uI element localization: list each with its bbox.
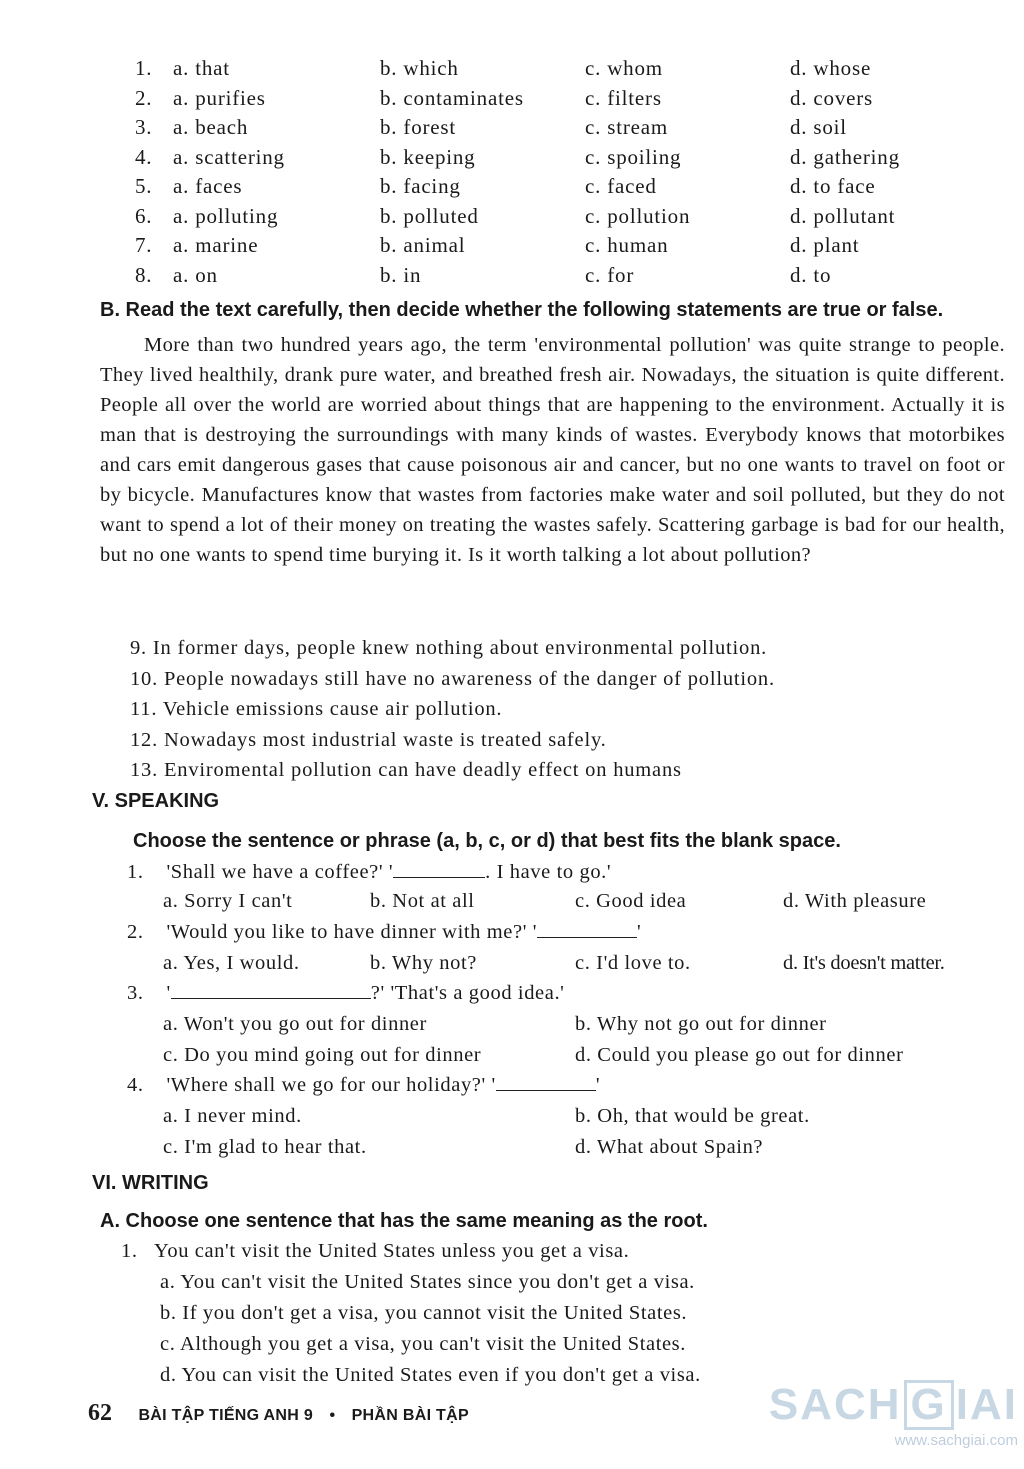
item-number: 2. [135,85,153,110]
option-b: b. forest [380,115,457,140]
passage-text: More than two hundred years ago, the term 'environmental pollution' was quite strange to people. They lived healthily, drank pure water, and breathed fresh air. Nowadays, the situation is quite different. People all over the world are worried about things that are happening to the environment. Actually it is man that is destroying the surroundings with many kinds of wastes. Everybody knows that motorbikes and cars emit dangerous gases that cause poisonous air and cancer, but no one wants to travel on foot or by bicycle. Manufactures know that wastes from factories make water and soil polluted, but they do not want to spend a lot of their money on treating the wastes safely. Scattering garbage is bad for our health, but no one wants to spend time burying it. Is it worth talking a lot about pollution? [100,334,1005,566]
option-a: a. Sorry I can't [163,890,293,912]
option-a: a. marine [173,233,259,258]
question-suffix: ?' 'That's a good idea.' [370,982,565,1004]
option-d: d. What about Spain? [575,1136,764,1158]
answer-blank [393,861,485,878]
option-c: c. stream [585,115,668,140]
book-title: BÀI TẬP TIẾNG ANH 9 [138,1407,314,1424]
option-d: d. plant [790,233,860,258]
question-prefix: ' [166,982,171,1004]
option-b: b. which [380,56,459,81]
multiple-choice-grid [135,54,1015,290]
answer-blank [537,921,637,938]
choice-row [135,84,1015,114]
option-a: a. that [173,56,230,81]
option-a: a. polluting [173,203,279,228]
writing-option-d: d. You can visit the United States even if you don't get a visa. [160,1364,701,1386]
item-number: 6. [135,203,153,228]
question-number: 2. [127,921,144,943]
option-c: c. I'd love to. [575,952,691,974]
item-number: 8. [135,262,153,287]
page-footer [88,1400,469,1427]
footer-bullet: • [329,1407,336,1424]
option-b: b. Oh, that would be great. [575,1105,810,1127]
option-c: c. pollution [585,203,691,228]
true-false-statements [130,633,1010,786]
watermark-url: www.sachgiai.com [894,1432,1018,1449]
statement: 10. People nowadays still have no awareness of the danger of pollution. [130,667,775,690]
writing-question-1 [121,1240,629,1263]
choice-row [135,202,1015,232]
writing-option-b: b. If you don't get a visa, you cannot visit the United States. [160,1302,688,1324]
choice-a-cell [135,174,380,199]
choice-row [135,172,1015,202]
question-suffix: ' [637,921,642,943]
option-c: c. whom [585,56,663,81]
option-b: b. contaminates [380,85,524,110]
choice-row [135,231,1015,261]
question-prefix: 'Shall we have a coffee?' ' [166,861,394,883]
answer-blank [496,1074,596,1091]
option-a: a. scattering [173,144,285,169]
choice-row [135,54,1015,84]
option-c: c. human [585,233,669,258]
option-d: d. to face [790,174,876,199]
option-d: d. covers [790,85,874,110]
option-b: b. animal [380,233,466,258]
choice-a-cell [135,56,380,81]
option-c: c. Do you mind going out for dinner [163,1044,482,1066]
option-b: b. in [380,262,422,287]
statement: 11. Vehicle emissions cause air pollution. [130,698,503,720]
option-c: c. faced [585,174,657,199]
item-number: 4. [135,144,153,169]
answer-blank [171,982,371,999]
option-c: c. spoiling [585,144,682,169]
option-a: a. on [173,262,218,287]
item-number: 1. [135,56,153,81]
option-d: d. With pleasure [783,890,927,912]
writing-heading: VI. WRITING [92,1172,209,1194]
speaking-question-4 [127,1074,600,1097]
option-c: c. filters [585,85,662,110]
page-number: 62 [88,1400,112,1426]
writing-option-c: c. Although you get a visa, you can't visit the United States. [160,1333,686,1355]
choice-a-cell [135,86,380,111]
writing-sub-heading: A. Choose one sentence that has the same meaning as the root. [100,1210,708,1232]
statement: 9. In former days, people knew nothing about environmental pollution. [130,637,768,659]
option-d: d. gathering [790,144,900,169]
option-b: b. Not at all [370,890,475,912]
question-suffix: . I have to go.' [485,861,612,883]
section-b-heading: B. Read the text carefully, then decide whether the following statements are true or false. [100,299,944,321]
question-number: 1. [121,1240,138,1262]
item-number: 3. [135,115,153,140]
statement: 13. Enviromental pollution can have deadly effect on humans [130,759,682,781]
option-c: c. I'm glad to hear that. [163,1136,367,1158]
item-number: 5. [135,174,153,199]
question-number: 1. [127,861,144,883]
watermark-logo: SACH G IAI [768,1380,1018,1429]
option-a: a. Yes, I would. [163,952,300,974]
option-d: d. It's doesn't matter. [783,952,945,974]
option-b: b. polluted [380,203,479,228]
question-number: 3. [127,982,144,1004]
option-b: b. facing [380,174,461,199]
option-d: d. soil [790,115,847,140]
question-stem: You can't visit the United States unless you get a visa. [154,1240,630,1262]
option-a: a. purifies [173,85,266,110]
option-a: a. Won't you go out for dinner [163,1013,427,1035]
option-a: a. I never mind. [163,1105,302,1127]
question-suffix: ' [595,1074,601,1096]
section-name: PHẦN BÀI TẬP [351,1407,469,1424]
choice-a-cell [135,263,380,288]
option-b: b. keeping [380,144,476,169]
option-c: c. for [585,262,635,287]
item-number: 7. [135,233,153,258]
choice-a-cell [135,115,380,140]
writing-option-a: a. You can't visit the United States since you don't get a visa. [160,1271,695,1293]
choice-row [135,143,1015,173]
option-c: c. Good idea [575,890,687,912]
reading-passage [100,330,1005,570]
choice-a-cell [135,145,380,170]
speaking-question-3 [127,982,564,1005]
speaking-question-1 [127,861,611,884]
question-prefix: 'Would you like to have dinner with me?' ' [166,921,538,943]
question-prefix: 'Where shall we go for our holiday?' ' [166,1074,496,1096]
watermark [769,1380,1018,1449]
question-number: 4. [127,1074,144,1096]
option-b: b. Why not go out for dinner [575,1013,827,1035]
choice-a-cell [135,204,380,229]
choice-a-cell [135,233,380,258]
speaking-instruction: Choose the sentence or phrase (a, b, c, or d) that best fits the blank space. [133,830,841,852]
option-a: a. beach [173,115,249,140]
choice-row [135,113,1015,143]
statement: 12. Nowadays most industrial waste is treated safely. [130,728,607,751]
option-d: d. pollutant [790,203,896,228]
option-b: b. Why not? [370,952,477,974]
choice-row [135,261,1015,291]
option-d: d. whose [790,56,872,81]
speaking-question-2 [127,921,641,944]
speaking-heading: V. SPEAKING [92,790,220,812]
option-d: d. Could you please go out for dinner [575,1044,904,1066]
option-a: a. faces [173,174,243,199]
option-d: d. to [790,262,832,287]
